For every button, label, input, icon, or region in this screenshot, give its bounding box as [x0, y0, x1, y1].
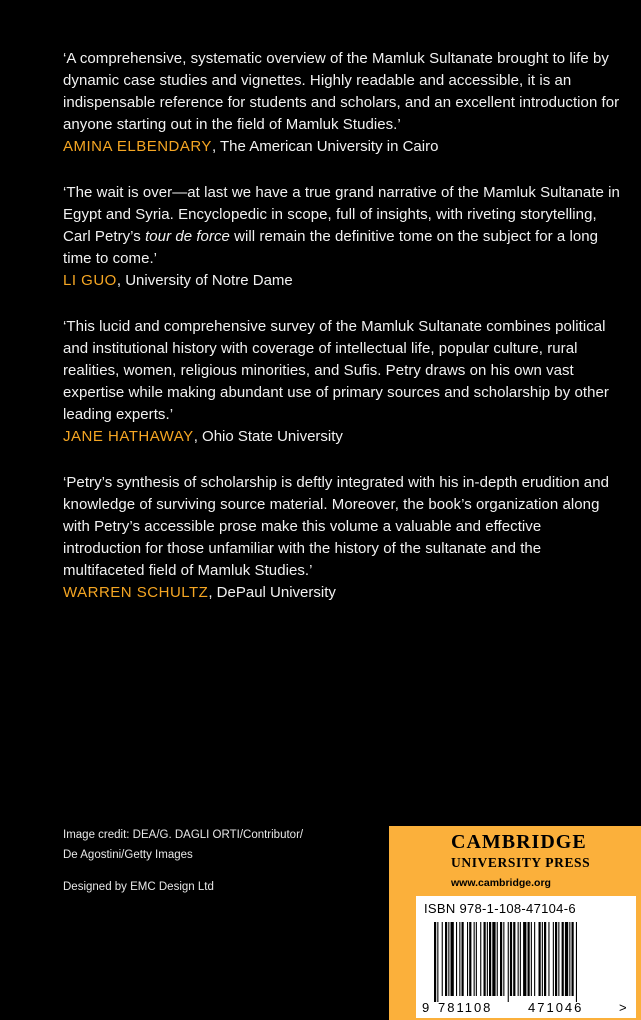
barcode-bars	[434, 922, 577, 1002]
endorsement-text-part: will remain the definitive tome on the subject for a long time to come.’	[63, 228, 599, 267]
publisher-url: www.cambridge.org	[451, 877, 551, 889]
barcode-digit-first: 9	[422, 1000, 430, 1015]
barcode-bar	[480, 922, 481, 996]
image-credit-line: Image credit: DEA/G. DAGLI ORTI/Contributor/	[63, 829, 304, 841]
barcode-bar	[474, 922, 475, 996]
endorsement-text: ‘Petry’s synthesis of scholarship is deftly integrated with his in-depth erudition and knowledge of surviving source material. Moreover, the book’s organization along with Petry’s accessible prose make this volume a valuable and effective introduction for those unfamiliar with the history of the sultanate and the multifaceted field of Mamluk Studies.’	[63, 474, 609, 579]
barcode-bar	[572, 922, 574, 996]
isbn-label: ISBN 978-1-108-47104-6	[424, 901, 576, 916]
endorser-name: WARREN SCHULTZ	[63, 584, 209, 601]
endorser-affiliation: , The American University in Cairo	[211, 138, 439, 155]
endorsement-text: ‘This lucid and comprehensive survey of the Mamluk Sultanate combines political and institutional history with coverage of intellectual life, popular culture, rural realities, women, religious minorities, and Sufis. Petry draws on his own vast expertise while making abundant use of primary sources and scholarship by other leading experts.’	[63, 318, 609, 423]
barcode-bar	[467, 922, 468, 996]
barcode-bar	[497, 922, 498, 996]
endorser-affiliation: , University of Notre Dame	[116, 272, 293, 289]
barcode-bar	[434, 922, 436, 1002]
endorsement-attribution	[63, 270, 623, 292]
publisher-box	[389, 826, 641, 1020]
barcode-bar	[437, 922, 438, 1002]
designer-credit: Designed by EMC Design Ltd	[63, 881, 214, 893]
credits	[63, 825, 363, 897]
barcode-bar	[500, 922, 502, 996]
endorsement-2	[63, 182, 623, 292]
barcode-bar	[456, 922, 457, 996]
barcode-bar	[576, 922, 577, 1002]
endorsement-text: ‘A comprehensive, systematic overview of the Mamluk Sultanate brought to life by dynamic case studies and vignettes. Highly readable and accessible, it is an indispensable reference for students and scholars, and an excellent introduction for anyone starting out in the field of Mamluk Studies.’	[63, 50, 620, 133]
publisher-subtitle: UNIVERSITY PRESS	[451, 855, 591, 870]
endorsement-1	[63, 48, 623, 158]
endorsement-text-italic: tour de force	[145, 228, 230, 245]
endorsement-3	[63, 316, 623, 448]
publisher-name: CAMBRIDGE	[451, 831, 587, 853]
barcode-bar	[510, 922, 512, 996]
barcode-bar	[476, 922, 477, 996]
barcode-bar	[503, 922, 504, 996]
barcode-bar	[565, 922, 568, 996]
barcode-bar	[555, 922, 557, 996]
barcode-bar	[558, 922, 559, 996]
endorsement-4	[63, 472, 623, 604]
image-credit-line: De Agostini/Getty Images	[63, 849, 193, 861]
endorser-name: LI GUO	[63, 272, 117, 289]
barcode-bar	[508, 922, 509, 1002]
endorsement-attribution	[63, 136, 623, 158]
barcode-bar	[569, 922, 570, 996]
barcode-bar	[459, 922, 460, 996]
barcode-bar	[462, 922, 464, 996]
barcode-bar	[520, 922, 521, 996]
barcode-bar	[534, 922, 535, 996]
endorsements	[63, 48, 623, 628]
barcode-digits-right: 471046	[528, 1000, 584, 1015]
barcode-digits-left: 781108	[438, 1000, 493, 1015]
barcode-bar	[469, 922, 471, 996]
barcode-bar	[484, 922, 486, 996]
barcode-bar	[445, 922, 447, 996]
barcode-bar	[513, 922, 515, 996]
barcode-bar	[528, 922, 530, 996]
barcode-bar	[531, 922, 532, 996]
barcode-bar	[548, 922, 549, 996]
endorsement-attribution	[63, 582, 623, 604]
barcode-bar	[487, 922, 488, 996]
barcode-bar	[542, 922, 543, 996]
barcode-bar	[562, 922, 564, 996]
barcode	[416, 896, 636, 1018]
barcode-bar	[544, 922, 546, 996]
endorsement-text-part: ‘The wait is over—at last we have a true grand narrative of the Mamluk Sultanate in Egypt and Syria. Encyclopedic in scope, full of insights, with riveting storytelling, Carl Petry’s	[63, 184, 620, 245]
barcode-panel	[416, 896, 636, 1018]
endorsement-attribution	[63, 426, 623, 448]
barcode-bar	[539, 922, 541, 996]
barcode-end-mark: >	[619, 1000, 627, 1015]
endorser-name: JANE HATHAWAY	[63, 428, 194, 445]
endorser-name: AMINA ELBENDARY	[63, 138, 212, 155]
barcode-bar	[448, 922, 449, 996]
endorsement-text	[63, 182, 623, 270]
barcode-bar	[442, 922, 443, 996]
barcode-bar	[489, 922, 491, 996]
barcode-bar	[518, 922, 519, 996]
barcode-bar	[451, 922, 454, 996]
barcode-bar	[553, 922, 554, 996]
endorser-affiliation: , DePaul University	[208, 584, 336, 601]
barcode-bar	[523, 922, 526, 996]
endorser-affiliation: , Ohio State University	[193, 428, 343, 445]
barcode-bar	[492, 922, 495, 996]
